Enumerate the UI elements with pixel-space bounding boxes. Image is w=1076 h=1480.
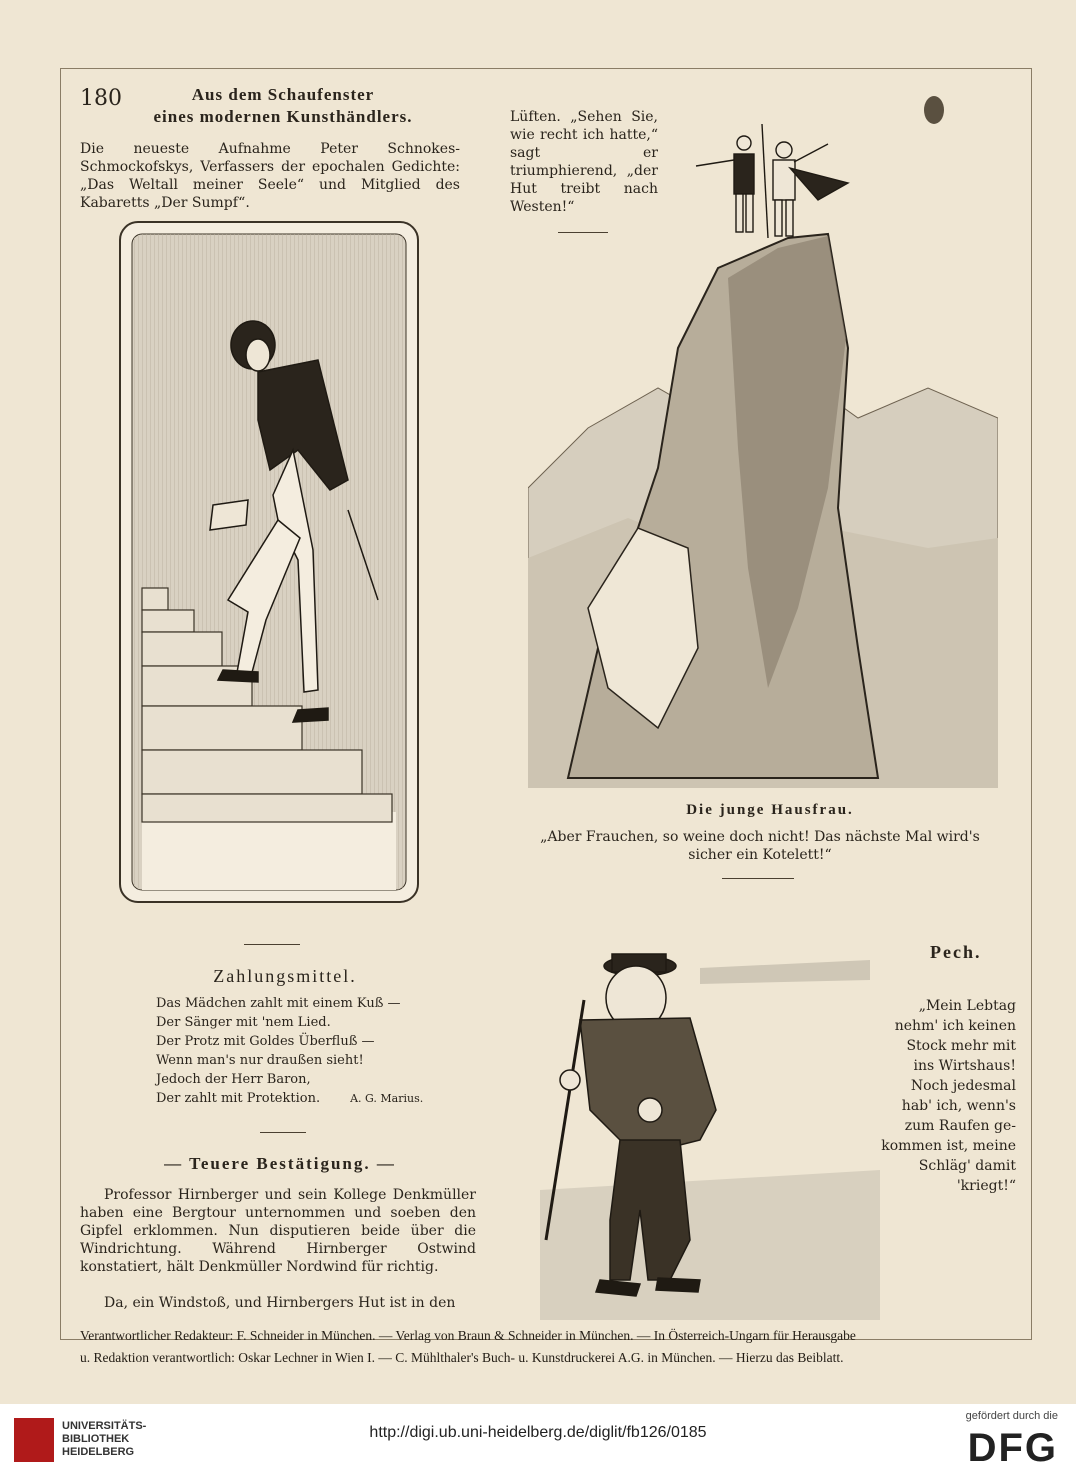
pech-line: kommen ist, meine	[881, 1138, 1016, 1154]
story-title: — Teuere Bestätigung. —	[164, 1154, 396, 1173]
footer-line1: Verantwortlicher Redakteur: F. Schneider in München. — Verlag von Braun & Schneider in München. — In Österreich-Ungarn für Herausgabe	[80, 1328, 856, 1343]
pech-line: zum Raufen ge-	[904, 1118, 1016, 1134]
poem-line: Der Protz mit Goldes Überfluß —	[156, 1034, 375, 1049]
mountain-illustration	[528, 88, 998, 788]
pech-line: hab' ich, wenn's	[901, 1098, 1016, 1114]
poem-line: Wenn man's nur draußen sieht!	[156, 1053, 364, 1068]
injured-man-illustration	[540, 940, 880, 1320]
divider	[722, 878, 794, 879]
poem-body	[156, 994, 446, 1108]
poem-title: Zahlungsmittel.	[213, 966, 357, 986]
divider	[260, 1132, 306, 1133]
story-title-text: Teuere Bestätigung.	[189, 1154, 371, 1173]
pech-line: ins Wirtshaus!	[913, 1058, 1016, 1074]
poem-line: Das Mädchen zahlt mit einem Kuß —	[156, 996, 401, 1011]
pech-title: Pech.	[930, 942, 982, 962]
page-title-line2: eines modernen Kunsthändlers.	[153, 107, 413, 126]
pech-line: Noch jedesmal	[910, 1078, 1016, 1094]
hausfrau-text: „Aber Frauchen, so weine doch nicht! Das nächste Mal wird's sicher ein Kotelett!“	[540, 829, 980, 863]
pech-line: Schläg' damit	[918, 1158, 1016, 1174]
funding-note: gefördert durch die	[965, 1410, 1058, 1422]
page-number: 180	[80, 86, 122, 111]
poem-line: Der Sänger mit 'nem Lied.	[156, 1015, 331, 1030]
dfg-logo: DFG	[967, 1426, 1058, 1470]
left-caption: Die neueste Aufnahme Peter Schnokes-Schmockofskys, Verfassers der epochalen Gedichte: „Das Weltall meiner Seele“ und Mitglied des Kabaretts „Der Sumpf“.	[80, 141, 460, 211]
pech-line: Stock mehr mit	[906, 1038, 1016, 1054]
pech-text	[858, 996, 1016, 1196]
permalink-url[interactable]: http://digi.ub.uni-heidelberg.de/diglit/fb126/0185	[369, 1424, 707, 1441]
university-name-line2: BIBLIOTHEK	[62, 1433, 130, 1445]
poem-line	[156, 1089, 446, 1108]
poem-last-line: Der zahlt mit Protektion.	[156, 1091, 321, 1106]
hausfrau-title: Die junge Hausfrau.	[686, 802, 854, 818]
story-text: Professor Hirnberger und sein Kollege Denkmüller haben eine Bergtour unternommen und soeben den Gipfel erklommen. Nun disputieren beide über die Windrichtung. Während Hirnberger Ostwind konstatiert, hält Denkmüller Nordwind für richtig.	[80, 1187, 476, 1275]
divider	[244, 944, 300, 945]
library-bar	[0, 1404, 1076, 1480]
footer-line2: u. Redaktion verantwortlich: Oskar Lechner in Wien I. — C. Mühlthaler's Buch- u. Kunstdruckerei A.G. in München. — Hierzu das Beiblatt.	[80, 1350, 844, 1365]
university-name-line3: HEIDELBERG	[62, 1446, 135, 1458]
story-text-continued: Da, ein Windstoß, und Hirnbergers Hut ist in den	[104, 1295, 456, 1311]
page-title-line1: Aus dem Schaufenster	[191, 85, 375, 104]
poem-author: A. G. Marius.	[350, 1092, 424, 1105]
page-title	[118, 84, 448, 128]
stairs-illustration	[118, 220, 420, 904]
pech-line: 'kriegt!“	[956, 1178, 1016, 1194]
right-caption: Lüften. „Sehen Sie, wie recht ich hatte,“ sagt er triumphierend, „der Hut treibt nach Westen!“	[510, 109, 658, 215]
pech-line: nehm' ich keinen	[894, 1018, 1016, 1034]
pech-line: „Mein Lebtag	[918, 998, 1016, 1014]
university-name-line1: UNIVERSITÄTS-	[62, 1420, 147, 1432]
poem-line: Jedoch der Herr Baron,	[156, 1072, 311, 1087]
